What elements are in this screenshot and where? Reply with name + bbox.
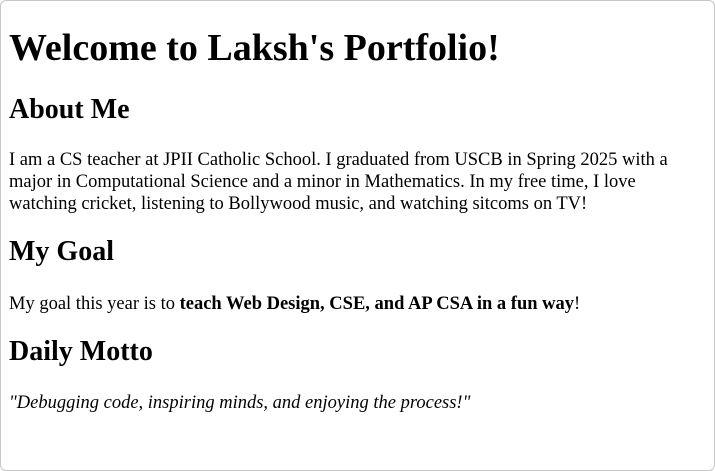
goal-text-intro: My goal this year is to: [9, 294, 180, 314]
page-title: Welcome to Laksh's Portfolio!: [9, 27, 500, 69]
goal-text-emphasis: teach Web Design, CSE, and AP CSA in a fun way: [179, 294, 575, 314]
about-heading: About Me: [9, 94, 130, 125]
goal-heading: My Goal: [9, 236, 114, 267]
motto-text: "Debugging code, inspiring minds, and enjoying the process!": [9, 393, 471, 413]
about-text: I am a CS teacher at JPII Catholic School. I graduated from USCB in Spring 2025 with a major in Computational Science and a minor in Mathematics. In my free time, I love watching cricket, listening to Bollywood music, and watching sitcoms on TV!: [9, 150, 668, 214]
page-content: [1, 26, 714, 414]
goal-text-end: !: [574, 294, 581, 314]
goal-text: [9, 293, 706, 315]
motto-heading: Daily Motto: [9, 336, 153, 367]
